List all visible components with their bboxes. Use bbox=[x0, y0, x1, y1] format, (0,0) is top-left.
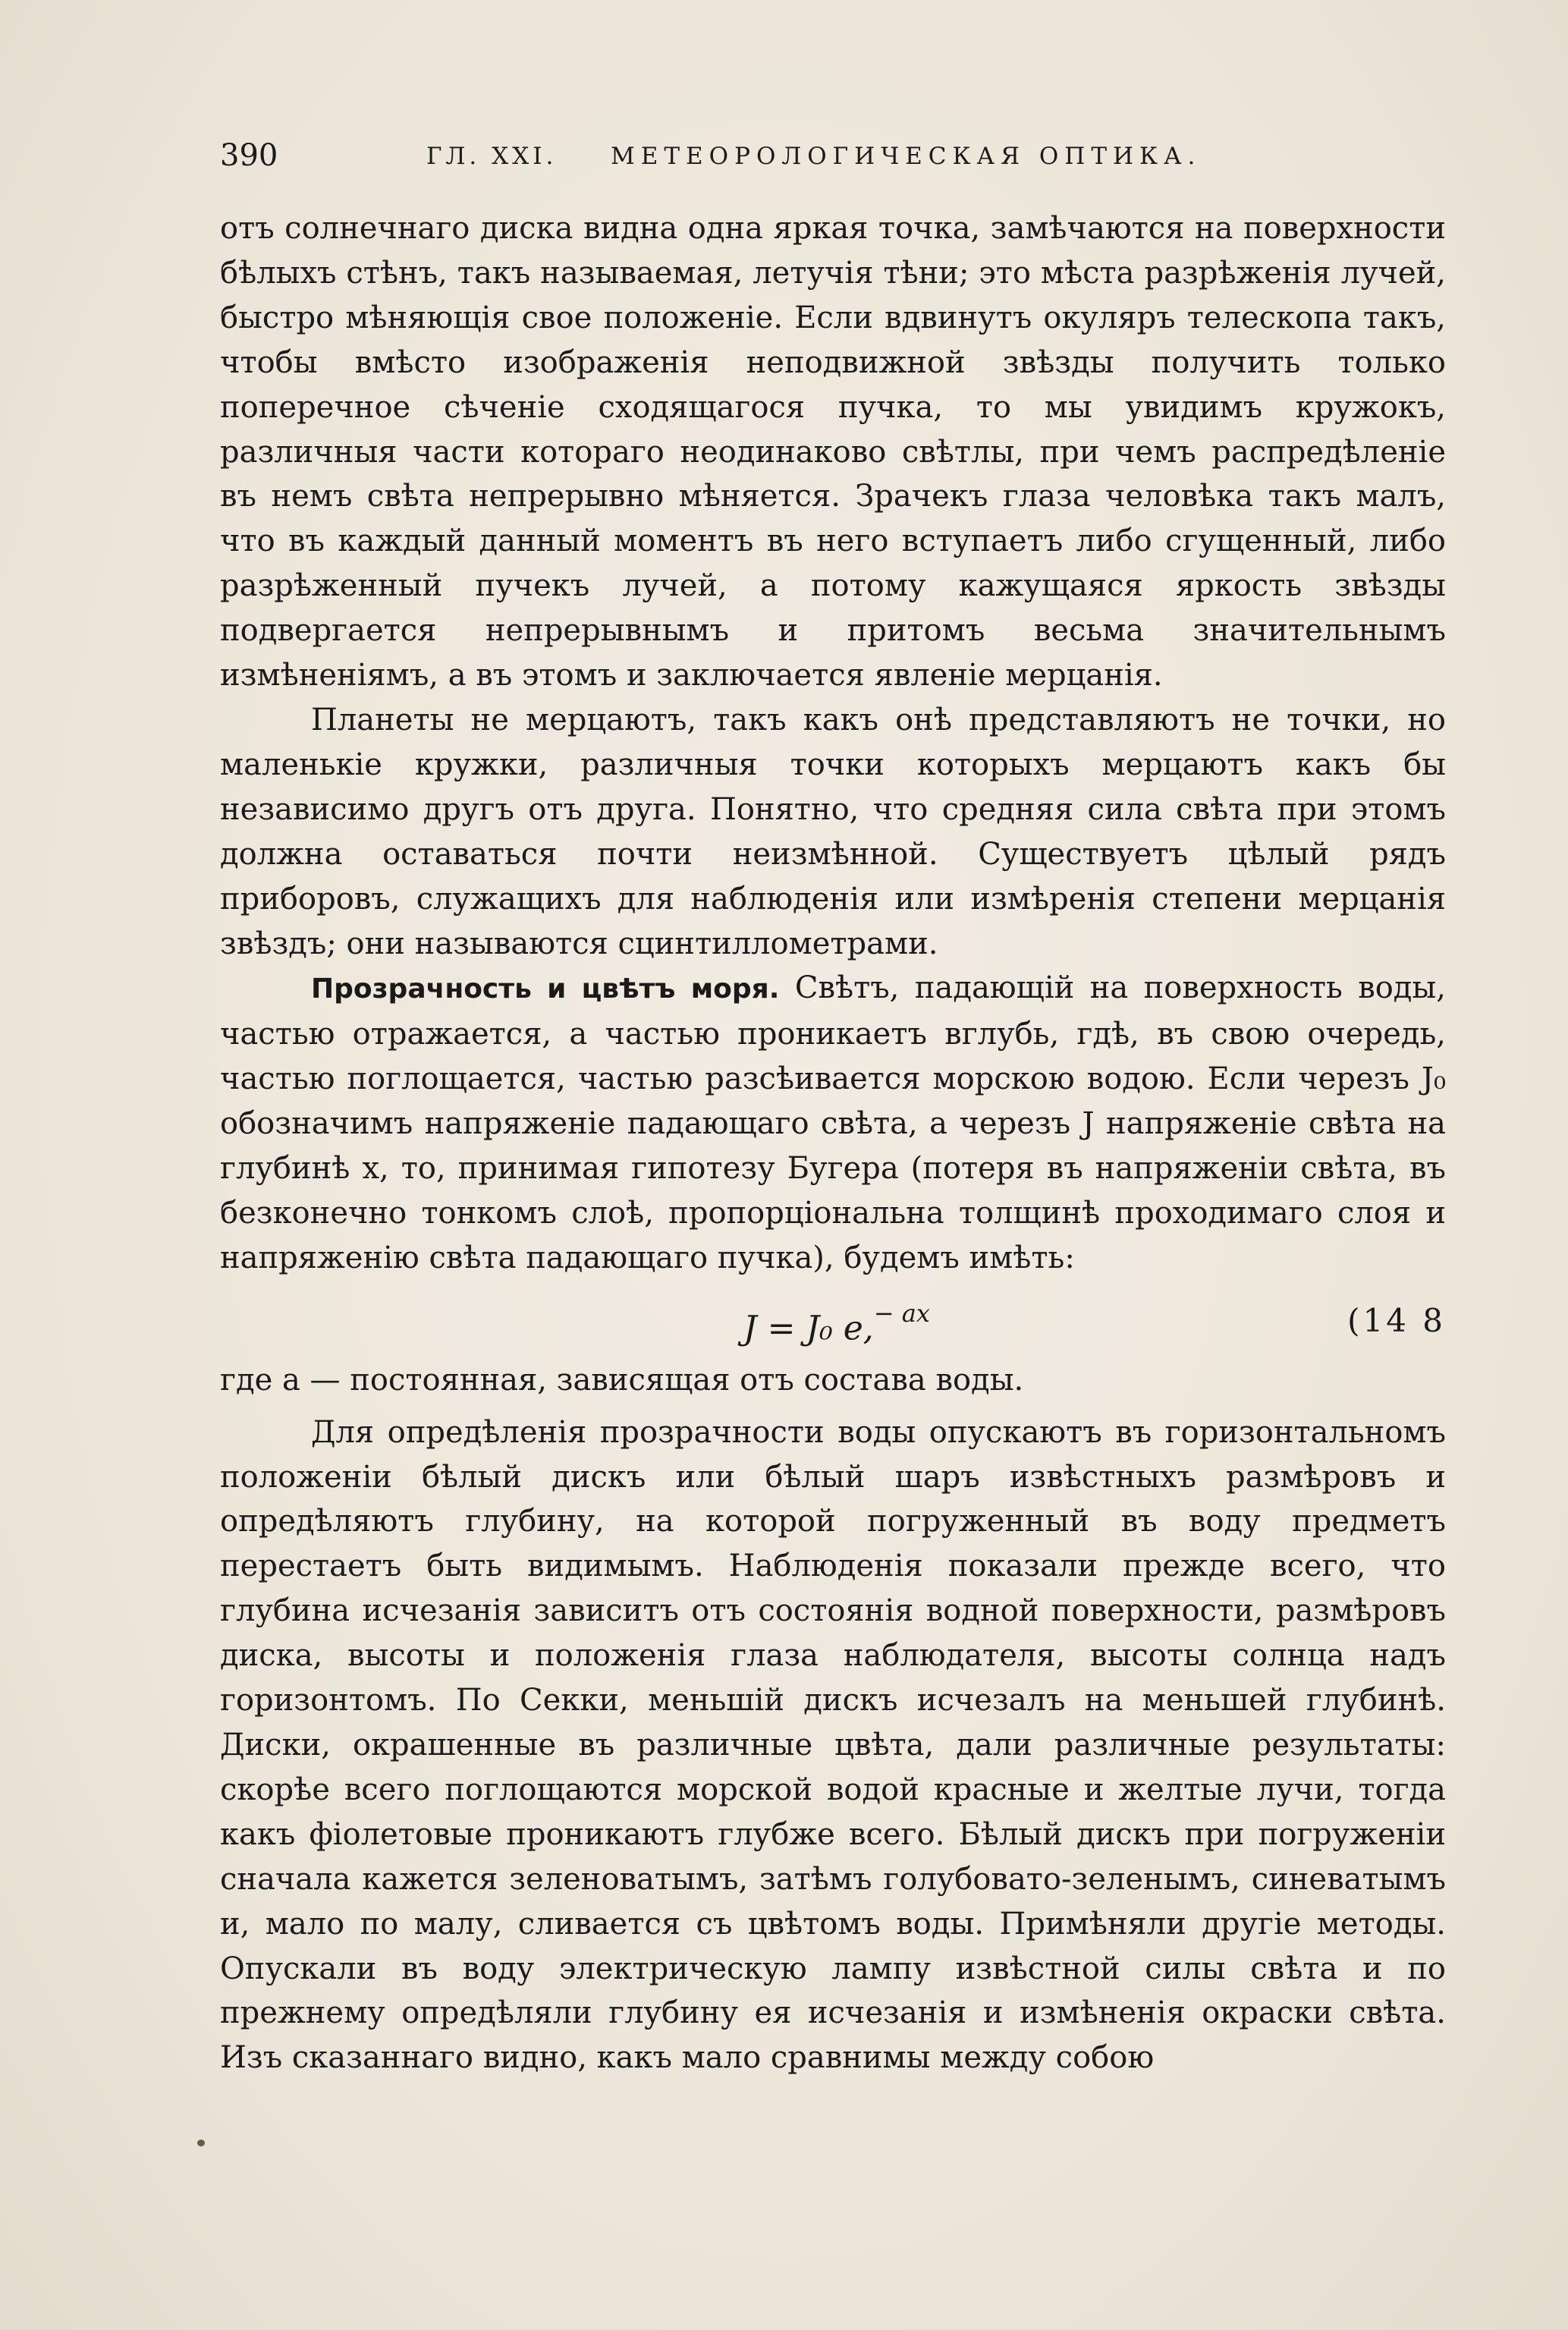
paragraph-definition: где a — постоянная, зависящая отъ состава воды. bbox=[220, 1362, 1024, 1398]
formula-lhs: J = J₀ e, bbox=[743, 1309, 874, 1348]
chapter-label: ГЛ. XXI. bbox=[426, 143, 558, 170]
chapter-title: МЕТЕОРОЛОГИЧЕСКАЯ ОПТИКА. bbox=[611, 143, 1202, 170]
body-text bbox=[220, 206, 1446, 2080]
formula-number: (14 8 bbox=[1347, 1301, 1446, 1339]
paragraph-scintillation: отъ солнечнаго диска видна одна яркая точка, замѣчаются на поверхности бѣлыхъ стѣнъ, такъ называемая, летучія тѣни; это мѣста разрѣженія лучей, быстро мѣняющія свое положеніе. Если вдвинутъ окуляръ телескопа такъ, чтобы вмѣсто изображенія неподвижной звѣзды получить только поперечное сѣченіе сходящагося пучка, то мы увидимъ кружокъ, различныя части котораго неодинаково свѣтлы, при чемъ распредѣленіе въ немъ свѣта непрерывно мѣняется. Зрачекъ глаза человѣка такъ малъ, что въ каждый данный моментъ въ него вступаетъ либо сгущенный, либо разрѣженный пучекъ лучей, а потому кажущаяся яркость звѣзды подвергается непрерывнымъ и притомъ весьма значительнымъ измѣненіямъ, а въ этомъ и заключается явленіе мерцанія. bbox=[220, 211, 1446, 693]
section-heading: Прозрачность и цвѣтъ моря. bbox=[311, 973, 780, 1005]
running-head bbox=[220, 135, 1259, 181]
paragraph-transparency-text: Свѣтъ, падающій на поверхность воды, частью отражается, а частью проникаетъ вглубь, гдѣ, въ свою очередь, частью поглощается, частью разсѣивается морскою водою. Если черезъ J₀ обозначимъ напряженіе падающаго свѣта, а черезъ J напряженіе свѣта на глубинѣ x, то, принимая гипотезу Бугера (потеря въ напряженіи свѣта, въ безконечно тонкомъ слоѣ, пропорціональна толщинѣ проходимаго слоя и напряженію свѣта падающаго пучка), будемъ имѣть: bbox=[220, 970, 1446, 1275]
paragraph-measurement: Для опредѣленія прозрачности воды опускаютъ въ горизонтальномъ положеніи бѣлый дискъ или бѣлый шаръ извѣстныхъ размѣровъ и опредѣляютъ глубину, на которой погруженный въ воду предметъ перестаетъ быть видимымъ. Наблюденія показали прежде всего, что глубина исчезанія зависитъ отъ состоянія водной поверхности, размѣровъ диска, высоты и положенія глаза наблюдателя, высоты солнца надъ горизонтомъ. По Секки, меньшій дискъ исчезалъ на меньшей глубинѣ. Диски, окрашенные въ различные цвѣта, дали различные результаты: скорѣе всего поглощаются морской водой красные и желтые лучи, тогда какъ фіолетовые проникаютъ глубже всего. Бѣлый дискъ при погруженіи сначала кажется зеленоватымъ, затѣмъ голубовато-зеленымъ, синеватымъ и, мало по малу, сливается съ цвѣтомъ воды. Примѣняли другіе методы. Опускали въ воду электрическую лампу извѣстной силы свѣта и по прежнему опредѣляли глубину ея исчезанія и измѣненія окраски свѣта. Изъ сказаннаго видно, какъ мало сравнимы между собою bbox=[220, 1414, 1446, 2076]
formula-exponent: − ax bbox=[873, 1298, 930, 1328]
formula bbox=[743, 1297, 930, 1352]
paragraph-planets: Планеты не мерцаютъ, такъ какъ онѣ представляютъ не точки, но маленькіе кружки, различныя точки которыхъ мерцаютъ какъ бы независимо другъ отъ друга. Понятно, что средняя сила свѣта при этомъ должна оставаться почти неизмѣнной. Существуетъ цѣлый рядъ приборовъ, служащихъ для наблюденія или измѣренія степени мерцанія звѣздъ; они называются сцинтиллометрами. bbox=[220, 702, 1446, 961]
paragraph-transparency bbox=[220, 966, 1446, 1280]
page-number: 390 bbox=[220, 138, 278, 173]
ink-speck bbox=[197, 2140, 205, 2146]
formula-row bbox=[220, 1291, 1446, 1352]
